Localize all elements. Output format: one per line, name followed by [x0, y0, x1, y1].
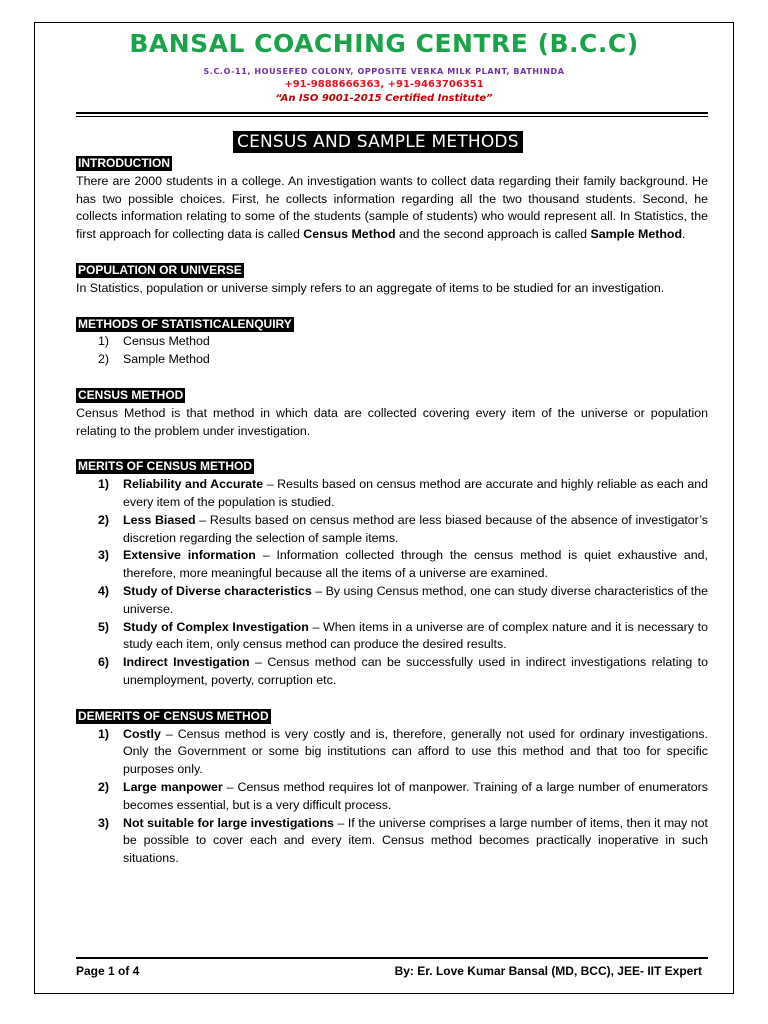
institute-address: S.C.O-11, HOUSEFED COLONY, OPPOSITE VERKA MILK PLANT, BATHINDA	[203, 67, 565, 76]
section-methods	[76, 316, 708, 369]
census-method-paragraph: Census Method is that method in which data are collected covering every item of the universe or population relating to the problem under investigation.	[76, 405, 708, 438]
institute-iso-tagline: “An ISO 9001-2015 Certified Institute”	[275, 93, 493, 104]
list-item	[76, 815, 708, 868]
list-number: 3)	[98, 815, 110, 830]
list-item-term: Costly	[123, 726, 161, 741]
demerits-list	[76, 726, 708, 868]
list-item	[76, 779, 708, 815]
list-number: 6)	[98, 655, 110, 670]
list-item-text: – Census method is very costly and is, therefore, generally not used for ordinary investigations. Only the Government or some big institutions can afford to use this method and that too for specific purposes only.	[123, 726, 708, 777]
section-heading: MERITS OF CENSUS METHOD	[78, 459, 253, 474]
section-census-method	[76, 387, 708, 440]
list-item-label: Sample Method	[123, 352, 210, 367]
section-heading: METHODS OF STATISTICALENQUIRY	[78, 316, 292, 331]
list-item	[76, 351, 708, 369]
intro-text-3: .	[682, 227, 686, 242]
list-item	[76, 476, 708, 512]
list-number: 2)	[98, 512, 110, 527]
list-item-term: Extensive information	[123, 548, 256, 563]
document-title: CENSUS AND SAMPLE METHODS	[233, 131, 523, 153]
list-number: 1)	[98, 334, 110, 349]
section-heading: DEMERITS OF CENSUS METHOD	[78, 708, 269, 723]
page-number: Page 1 of 4	[76, 964, 140, 978]
header-divider-thin	[76, 116, 708, 117]
list-item	[76, 654, 708, 690]
introduction-paragraph	[76, 173, 708, 244]
list-item	[76, 583, 708, 619]
list-item-text: – Information collected through the census method is quiet exhaustive and, therefore, more meaningful because all the items of a universe are examined.	[123, 548, 708, 581]
list-item	[76, 333, 708, 351]
section-merits	[76, 458, 708, 689]
institute-phones: +91-9888666363, +91-9463706351	[284, 79, 484, 90]
list-number: 2)	[98, 779, 110, 794]
population-paragraph: In Statistics, population or universe simply refers to an aggregate of items to be studied for an investigation.	[76, 280, 665, 295]
list-number: 3)	[98, 548, 110, 563]
list-item-text: – If the universe comprises a large number of items, then it may not be possible to cover each and every item. Census method becomes practically inoperative in such situations.	[123, 815, 708, 866]
list-item-term: Study of Complex Investigation	[123, 619, 309, 634]
list-item-term: Not suitable for large investigations	[123, 815, 334, 830]
list-item	[76, 726, 708, 779]
list-item	[76, 512, 708, 548]
footer-divider	[76, 957, 708, 959]
section-introduction	[76, 155, 708, 244]
list-number: 1)	[98, 477, 110, 492]
list-item	[76, 619, 708, 655]
section-heading: CENSUS METHOD	[78, 387, 184, 402]
section-heading: INTRODUCTION	[78, 156, 170, 170]
list-item-term: Less Biased	[123, 512, 196, 527]
list-number: 4)	[98, 583, 110, 598]
list-item-text: – Census method requires lot of manpower. Training of a large number of enumerators becomes essential, but is a very difficult process.	[123, 779, 709, 812]
list-item-text: – Results based on census method are accurate and highly reliable as each and every item of the population is studied.	[123, 477, 708, 509]
intro-text-2: and the second approach is called	[395, 227, 591, 242]
list-item-text: – By using Census method, one can study diverse characteristics of the universe.	[123, 583, 708, 616]
section-heading: POPULATION OR UNIVERSE	[78, 262, 242, 277]
list-item-term: Large manpower	[123, 779, 223, 794]
document-body	[76, 155, 708, 868]
list-item-text: – Results based on census method are less biased because of the absence of investigator’s discretion regarding the selection of sample items.	[123, 512, 708, 545]
list-item-term: Reliability and Accurate	[123, 477, 264, 492]
section-demerits	[76, 708, 708, 868]
list-item-text: – Census method can be successfully used in indirect investigations relating to unemployment, poverty, corruption etc.	[123, 655, 708, 687]
list-item	[76, 547, 708, 583]
list-item-text: – When items in a universe are of complex nature and it is necessary to study each item, only census method can produce the desired results.	[123, 619, 708, 652]
intro-term-census: Census Method	[303, 227, 396, 242]
author-credit: By: Er. Love Kumar Bansal (MD, BCC), JEE- IIT Expert	[394, 964, 702, 978]
merits-list	[76, 476, 708, 690]
intro-term-sample: Sample Method	[590, 227, 683, 242]
header-divider	[76, 112, 708, 114]
list-number: 1)	[98, 726, 110, 741]
list-item-term: Study of Diverse characteristics	[123, 583, 312, 598]
list-number: 2)	[98, 352, 110, 367]
intro-text-1: There are 2000 students in a college. An investigation wants to collect data regarding their family background. He has two possible choices. First, he collects information regarding all the two thousand students. Second, he collects information relating to some of the students (sample of students) who would represent all. In Statistics, the first approach for collecting data is called	[76, 173, 708, 242]
methods-list	[76, 333, 708, 369]
section-population	[76, 262, 708, 298]
list-number: 5)	[98, 619, 110, 634]
list-item-label: Census Method	[123, 334, 210, 349]
institute-title: BANSAL COACHING CENTRE (B.C.C)	[129, 29, 639, 58]
list-item-term: Indirect Investigation	[123, 655, 250, 670]
